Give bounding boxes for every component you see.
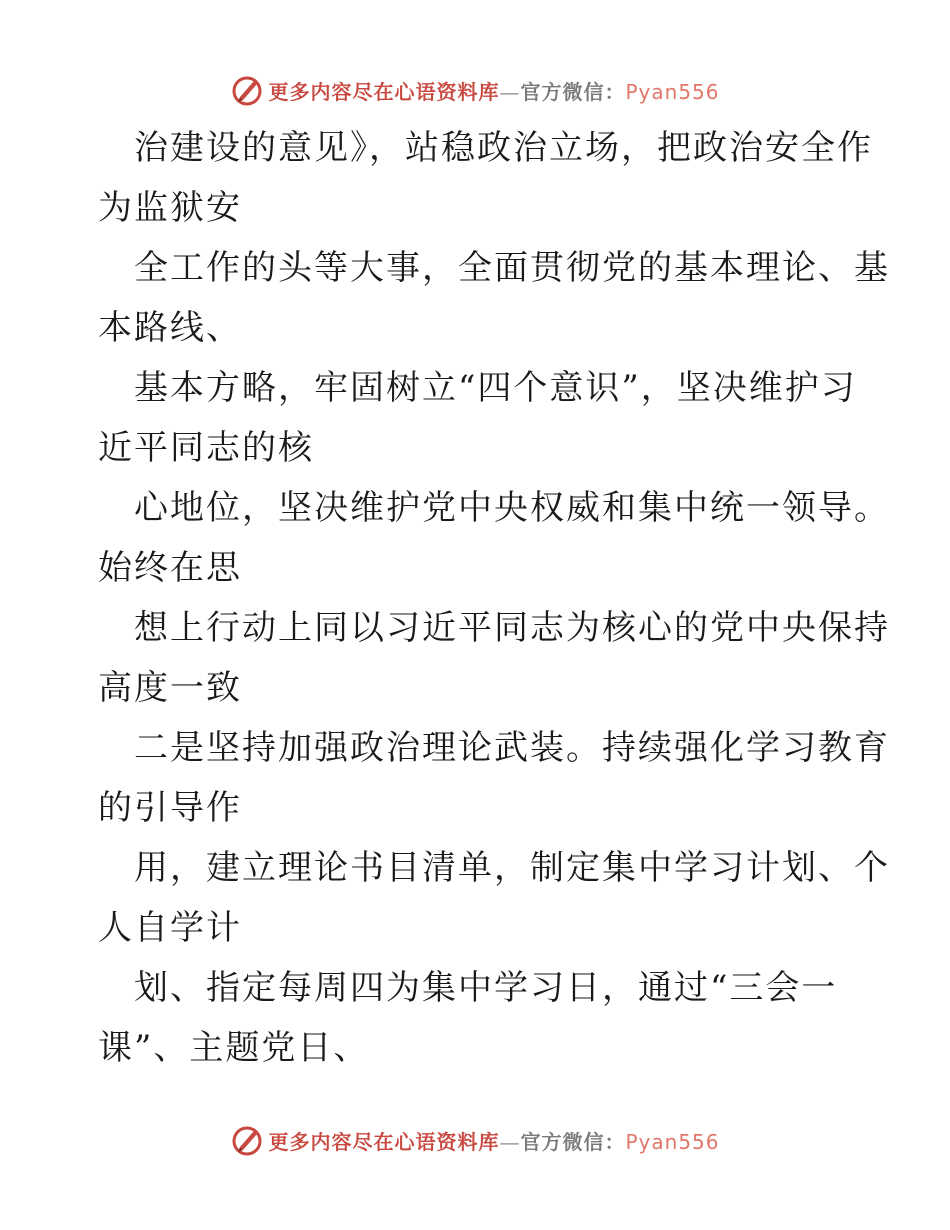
paragraph-6-line-2: 的引导作 (98, 788, 242, 828)
paragraph-7-line-1: 用，建立理论书目清单，制定集中学习计划、个 (134, 848, 890, 888)
footer-brand: 更多内容尽在心语资料库 (268, 1129, 500, 1154)
quill-logo-icon (230, 1123, 264, 1157)
document-body (98, 118, 890, 1078)
paragraph-2-line-1: 全工作的头等大事，全面贯彻党的基本理论、基 (134, 248, 890, 288)
paragraph-3-line-1: 基本方略，牢固树立“四个意识”，坚决维护习 (134, 368, 857, 408)
paragraph-4-line-1: 心地位，坚决维护党中央权威和集中统一领导。 (134, 488, 890, 528)
header-wechat-id: Pyan556 (625, 79, 720, 104)
header-banner (0, 70, 950, 110)
header-dash: — (499, 79, 521, 104)
paragraph-5-line-2: 高度一致 (98, 668, 242, 708)
footer-contact-label: 官方微信： (520, 1129, 626, 1154)
footer-dash: — (499, 1129, 521, 1154)
paragraph-7-line-2: 人自学计 (98, 908, 242, 948)
footer-banner-text (268, 1126, 719, 1155)
header-brand: 更多内容尽在心语资料库 (268, 79, 500, 104)
paragraph-1-line-2: 为监狱安 (98, 188, 242, 228)
paragraph-2-line-2: 本路线、 (98, 308, 242, 348)
header-contact-label: 官方微信： (520, 79, 626, 104)
header-banner-text (268, 76, 719, 105)
paragraph-4-line-2: 始终在思 (98, 548, 242, 588)
footer-wechat-id: Pyan556 (625, 1129, 720, 1154)
paragraph-6-line-1: 二是坚持加强政治理论武装。持续强化学习教育 (134, 728, 890, 768)
paragraph-8-line-1: 划、指定每周四为集中学习日，通过“三会一 (134, 968, 838, 1008)
paragraph-3-line-2: 近平同志的核 (98, 428, 314, 468)
quill-logo-icon (230, 73, 264, 107)
paragraph-1-line-1: 治建设的意见》，站稳政治立场，把政治安全作 (134, 128, 873, 168)
paragraph-5-line-1: 想上行动上同以习近平同志为核心的党中央保持 (134, 608, 890, 648)
paragraph-8-line-2: 课”、主题党日、 (98, 1028, 370, 1068)
footer-banner (0, 1120, 950, 1160)
